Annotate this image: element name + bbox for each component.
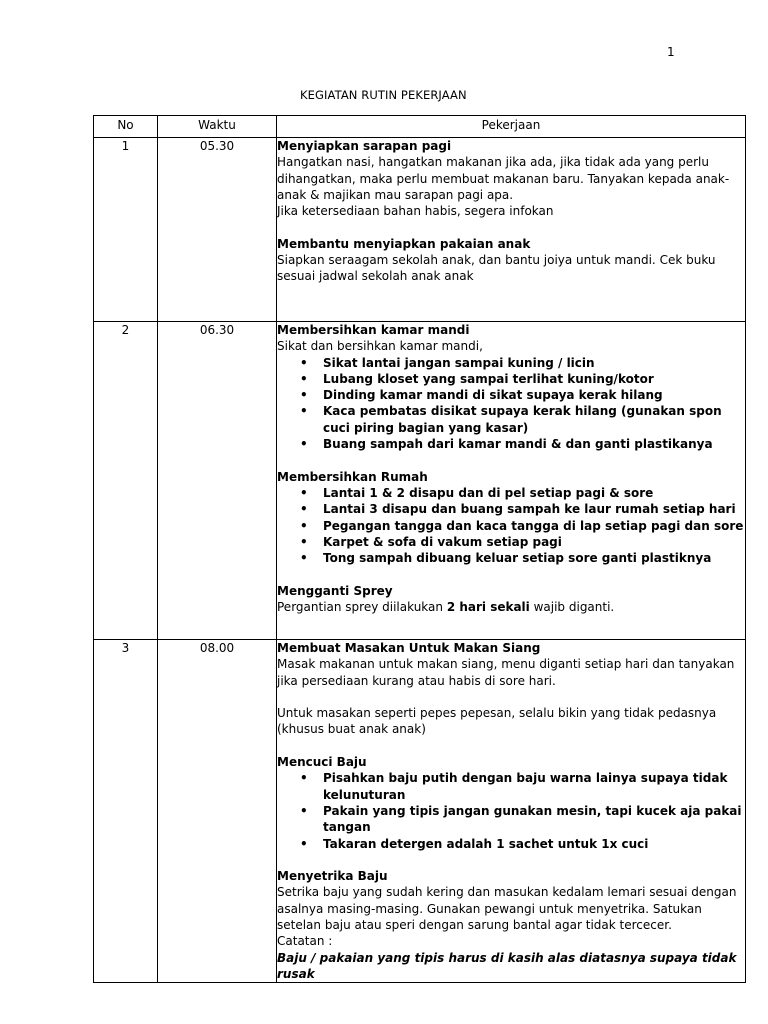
sprey-schedule: [277, 599, 745, 615]
task-block: [277, 322, 745, 452]
row-tasks: [277, 138, 746, 322]
task-block: [277, 705, 745, 738]
task-paragraph: Siapkan seraagam sekolah anak, dan bantu joiya untuk mandi. Cek buku sesuai jadwal sekolah anak anak: [277, 253, 716, 284]
task-heading: Membersihkan Rumah: [277, 469, 428, 484]
bullet-item: • Takaran detergen adalah 1 sachet untuk 1x cuci: [277, 836, 745, 852]
table-row: [94, 138, 746, 322]
task-heading: Mencuci Baju: [277, 755, 367, 770]
task-block: [277, 640, 745, 689]
table-row: [94, 322, 746, 640]
header-work: Pekerjaan: [277, 116, 746, 138]
bullet-item: • Lantai 3 disapu dan buang sampah ke laur rumah setiap hari: [277, 501, 745, 517]
task-block: [277, 469, 745, 567]
bullet-item: • Pisahkan baju putih dengan baju warna lainya supaya tidak kelunuturan: [277, 770, 745, 803]
task-note-label: Catatan :: [277, 934, 333, 949]
routine-table: [93, 115, 746, 983]
header-no: No: [94, 116, 158, 138]
table-header-row: [94, 116, 746, 138]
sprey-text-before: Pergantian sprey diilakukan: [277, 600, 447, 615]
task-block: [277, 236, 745, 285]
task-paragraph: Untuk masakan seperti pepes pepesan, selalu bikin yang tidak pedasnya (khusus buat anak anak): [277, 706, 717, 737]
row-number: 1: [94, 138, 158, 322]
row-number: 3: [94, 640, 158, 983]
row-number: 2: [94, 322, 158, 640]
row-tasks: [277, 322, 746, 640]
bullet-list: [277, 355, 745, 453]
bullet-item: • Sikat lantai jangan sampai kuning / licin: [277, 355, 745, 371]
task-paragraph: Hangatkan nasi, hangatkan makanan jika ada, jika tidak ada yang perlu dihangatkan, maka perlu membuat makanan baru. Tanyakan kepada anak-anak & majikan mau sarapan pagi apa.: [277, 155, 730, 202]
table-row: [94, 640, 746, 983]
task-block: [277, 868, 745, 982]
row-time: 08.00: [158, 640, 277, 983]
task-intro: Sikat dan bersihkan kamar mandi,: [277, 339, 483, 354]
row-tasks: [277, 640, 746, 983]
task-block: [277, 583, 745, 616]
document-title: KEGIATAN RUTIN PEKERJAAN: [300, 88, 467, 102]
task-heading: Mengganti Sprey: [277, 583, 393, 598]
sprey-frequency: 2 hari sekali: [446, 600, 530, 615]
task-heading: Membantu menyiapkan pakaian anak: [277, 236, 531, 251]
task-heading: Membuat Masakan Untuk Makan Siang: [277, 641, 541, 655]
bullet-item: • Karpet & sofa di vakum setiap pagi: [277, 534, 745, 550]
task-heading: Menyiapkan sarapan pagi: [277, 139, 452, 153]
bullet-list: [277, 485, 745, 566]
task-block: [277, 754, 745, 852]
bullet-item: • Pakain yang tipis jangan gunakan mesin, tapi kucek aja pakai tangan: [277, 803, 745, 836]
task-block: [277, 138, 745, 219]
bullet-item: • Lantai 1 & 2 disapu dan di pel setiap pagi & sore: [277, 485, 745, 501]
task-paragraph: Masak makanan untuk makan siang, menu diganti setiap hari dan tanyakan jika persediaan kurang atau habis di sore hari.: [277, 657, 735, 688]
bullet-item: • Tong sampah dibuang keluar setiap sore ganti plastiknya: [277, 550, 745, 566]
task-paragraph: Setrika baju yang sudah kering dan masukan kedalam lemari sesuai dengan asalnya masing-masing. Gunakan pewangi untuk menyetrika. Satukan setelan baju atau speri dengan sarung bantal agar tidak tercecer.: [277, 885, 737, 933]
task-paragraph: Jika ketersediaan bahan habis, segera infokan: [277, 204, 554, 219]
task-note: Baju / pakaian yang tipis harus di kasih alas diatasnya supaya tidak rusak: [277, 950, 737, 981]
bullet-list: [277, 770, 745, 851]
task-heading: Membersihkan kamar mandi: [277, 323, 470, 337]
task-heading: Menyetrika Baju: [277, 869, 388, 884]
bullet-item: • Buang sampah dari kamar mandi & dan ganti plastikanya: [277, 436, 745, 452]
page-number: 1: [667, 45, 675, 59]
row-time: 06.30: [158, 322, 277, 640]
row-time: 05.30: [158, 138, 277, 322]
bullet-item: • Pegangan tangga dan kaca tangga di lap setiap pagi dan sore: [277, 518, 745, 534]
header-time: Waktu: [158, 116, 277, 138]
bullet-item: • Dinding kamar mandi di sikat supaya kerak hilang: [277, 387, 745, 403]
sprey-text-after: wajib diganti.: [529, 600, 615, 615]
bullet-item: • Kaca pembatas disikat supaya kerak hilang (gunakan spon cuci piring bagian yang kasar): [277, 403, 745, 436]
bullet-item: • Lubang kloset yang sampai terlihat kuning/kotor: [277, 371, 745, 387]
